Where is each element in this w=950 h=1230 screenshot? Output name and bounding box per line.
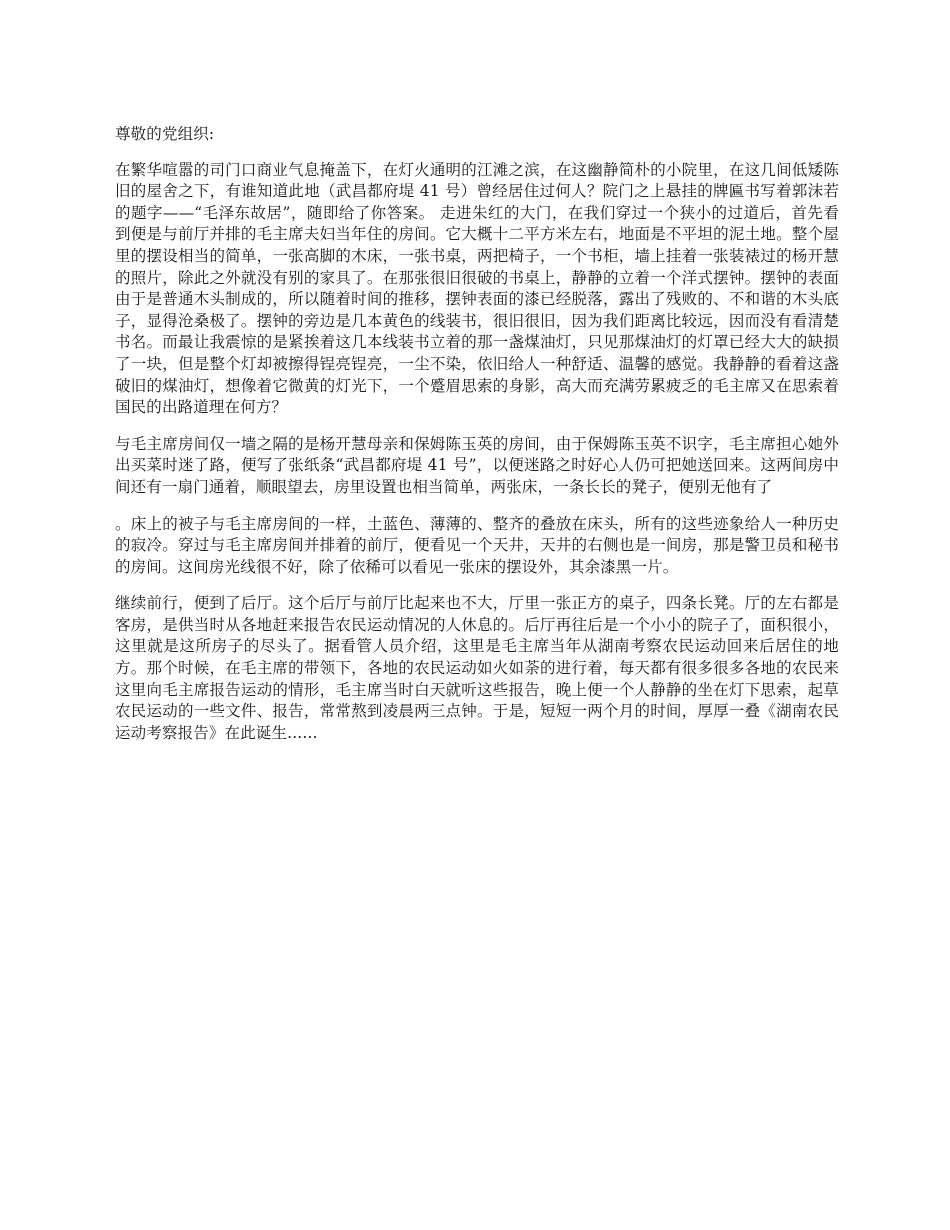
paragraph-3: 。床上的被子与毛主席房间的一样，土蓝色、薄薄的、整齐的叠放在床头，所有的这些迹象给人一种历史的寂冷。穿过与毛主席房间并排着的前厅，便看见一个天井，天井的右侧也是一间房，那是警卫员和秘书的房间。这间房光线很不好，除了依稀可以看见一张床的摆设外，其余漆黑一片。 — [115, 514, 839, 576]
paragraph-4: 继续前行，便到了后厅。这个后厅与前厅比起来也不大，厅里一张正方的桌子，四条长凳。厅的左右都是客房，是供当时从各地赶来报告农民运动情况的人休息的。后厅再往后是一个小小的院子了，面积很小，这里就是这所房子的尽头了。据看管人员介绍，这里是毛主席当年从湖南考察农民运动回来后居住的地方。那个时候，在毛主席的带领下，各地的农民运动如火如荼的进行着，每天都有很多很多各地的农民来这里向毛主席报告运动的情形，毛主席当时白天就听这些报告，晚上便一个人静静的坐在灯下思索，起草农民运动的一些文件、报告，常常熬到凌晨两三点钟。于是，短短一两个月的时间，厚厚一叠《湖南农民运动考察报告》在此诞生...... — [115, 594, 839, 742]
paragraph-1: 在繁华喧嚣的司门口商业气息掩盖下，在灯火通明的江滩之滨，在这幽静简朴的小院里，在这几间低矮陈旧的屋舍之下，有谁知道此地（武昌都府堤 41 号）曾经居住过何人？院门之上悬挂的牌匾书写着郭沫若的题字——“毛泽东故居”，随即给了你答案。 走进朱红的大门，在我们穿过一个狭小的过道后，首先看到便是与前厅并排的毛主席夫妇当年住的房间。它大概十二平方米左右，地面是不平坦的泥土地。整个屋里的摆设相当的简单，一张高脚的木床，一张书桌，两把椅子，一个书柜，墙上挂着一张装裱过的杨开慧的照片，除此之外就没有别的家具了。在那张很旧很破的书桌上，静静的立着一个洋式摆钟。摆钟的表面由于是普通木头制成的，所以随着时间的推移，摆钟表面的漆已经脱落，露出了残败的、不和谐的木头底子，显得沧桑极了。摆钟的旁边是几本黄色的线装书，很旧很旧，因为我们距离比较远，因而没有看清楚书名。而最让我震惊的是紧挨着这几本线装书立着的那一盏煤油灯，只见那煤油灯的灯罩已经大大的缺损了一块，但是整个灯却被擦得锃亮锃亮，一尘不染，依旧给人一种舒适、温馨的感觉。我静静的看着这盏破旧的煤油灯，想像着它微黄的灯光下，一个蹙眉思索的身影，高大而充满劳累疲乏的毛主席又在思索着国民的出路道理在何方？ — [115, 160, 839, 417]
paragraph-2: 与毛主席房间仅一墙之隔的是杨开慧母亲和保姆陈玉英的房间，由于保姆陈玉英不识字，毛主席担心她外出买菜时迷了路，便写了张纸条“武昌都府堤 41 号”，以便迷路之时好心人仍可把她送回来。这两间房中间还有一扇门通着，顺眼望去，房里设置也相当简单，两张床，一条长长的凳子，便别无他有了 — [115, 434, 839, 496]
salutation: 尊敬的党组织: — [115, 125, 215, 143]
document-body — [115, 124, 839, 759]
